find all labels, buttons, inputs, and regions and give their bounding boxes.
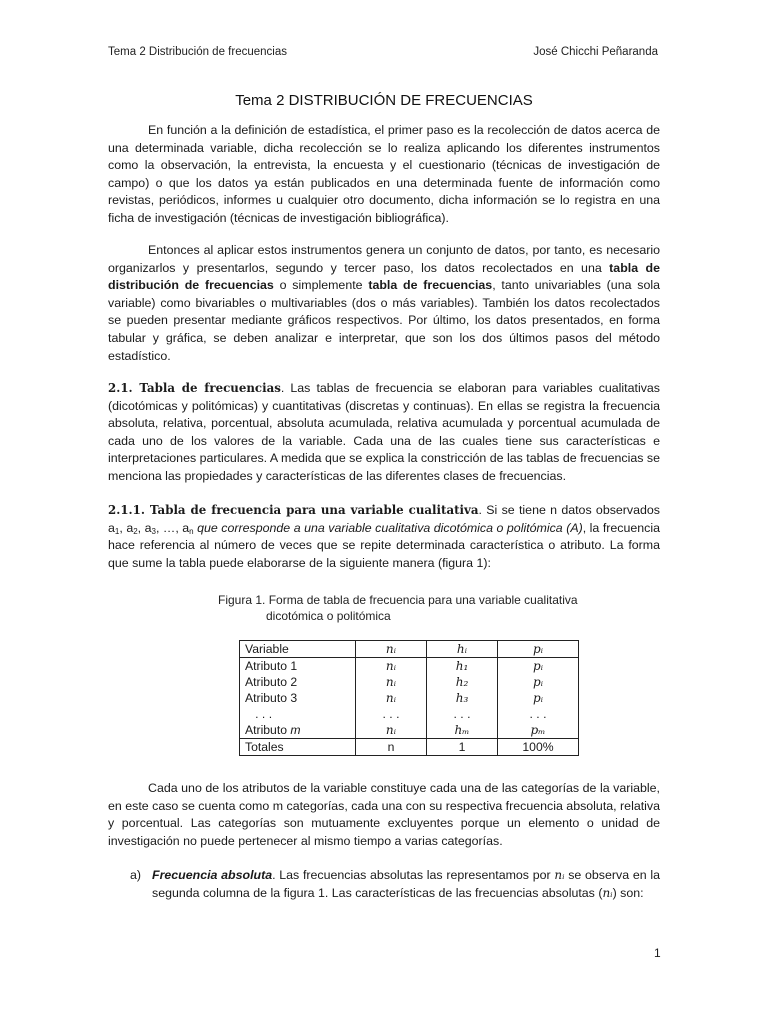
caption-line-2: dicotómica o politómica (266, 609, 391, 623)
p2-text-3: , tanto univariables (una sola variable) como bivariables o multivariables (dos o más variables). También los datos recolectados se pueden presentar mediante gráficos respectivos. Por último, los datos presentados, en forma tabular y gráfica, se deben analizar e interpretar, que son los dos últimos pasos del método estadístico. (108, 278, 661, 363)
seq-dots: , …, a (155, 520, 190, 535)
table-cell: . . . (427, 706, 498, 722)
table-cell: pₘ (498, 722, 579, 739)
item-a-symbol-2: nᵢ (602, 886, 613, 900)
header-cell: Variable (240, 641, 356, 658)
seq-a2: a (126, 520, 134, 535)
sub-n: n (189, 526, 194, 536)
page-title: Tema 2 DISTRIBUCIÓN DE FRECUENCIAS (235, 92, 533, 109)
figure-caption (218, 592, 598, 624)
header-left: Tema 2 Distribución de frecuencias (108, 46, 287, 58)
table-row (240, 674, 579, 690)
table-cell: Atributo 1 (240, 658, 356, 675)
table-cell: 100% (498, 739, 579, 756)
table-cell: h₁ (427, 658, 498, 675)
item-a-text-2: se observa en la segunda columna de la figura 1. Las características de las frecuencias absolutas ( (152, 868, 660, 900)
list-item-label: a) (130, 868, 142, 882)
section-2-1 (108, 380, 660, 486)
item-a-symbol: nᵢ (554, 868, 565, 882)
item-a-text-1: . Las frecuencias absolutas las representamos por (272, 868, 555, 882)
paragraph-2 (108, 242, 660, 365)
table-cell: Atributo 3 (240, 690, 356, 706)
table-cell: nᵢ (356, 658, 427, 675)
table-cell: pᵢ (498, 658, 579, 675)
seq-a1: a (108, 520, 115, 535)
s211-italic: que corresponde a una variable cualitativa dicotómica o politómica (A) (193, 520, 583, 535)
table-cell: nᵢ (356, 674, 427, 690)
caption-line-1: Figura 1. Forma de tabla de frecuencia para una variable cualitativa (218, 593, 578, 607)
table-cell: hₘ (427, 722, 498, 739)
table-row (240, 706, 579, 722)
p2-text-2: o simplemente (273, 278, 369, 293)
item-a-text-3: ) son: (612, 886, 644, 900)
header-right: José Chicchi Peñaranda (533, 46, 658, 58)
table-cell: . . . (240, 706, 356, 722)
seq-a3: a (144, 520, 152, 535)
frequency-table (239, 640, 579, 756)
paragraph-3: Cada uno de los atributos de la variable constituye cada una de las categorías de la variable, en este caso se cuenta como m categorías, cada una con su respectiva frecuencia absoluta, relativa y porcentual. Las categorías son mutuamente excluyentes porque un elemento o unidad de investigación no puede pertenecer al mismo tiempo a varias categorías. (108, 781, 660, 848)
header-cell: nᵢ (356, 641, 427, 658)
table-cell-attribute-m: Atributo m (240, 722, 356, 739)
table-cell: h₃ (427, 690, 498, 706)
table-cell: pᵢ (498, 690, 579, 706)
page-number: 1 (654, 946, 661, 960)
paragraph-1: En función a la definición de estadística, el primer paso es la recolección de datos acerca de una determinada variable, dicha recolección se lo realiza aplicando los diferentes instrumentos como la observación, la entrevista, la encuesta y el cuestionario (técnicas de investigación de campo) o que los datos ya están publicados en una determinada fuente de información como revistas, periódicos, informes u cualquier otro documento, dicha información se lo registra en una ficha de investigación (técnicas de investigación bibliográfica). (108, 123, 660, 225)
table-cell: nᵢ (356, 690, 427, 706)
s211-text-2: , la frecuencia hace referencia al número de veces que se repite determinada característica o atributo. La forma que sume la tabla puede elaborarse de la siguiente manera (figura 1): (108, 520, 660, 570)
table-cell: Totales (240, 739, 356, 756)
table-cell: n (356, 739, 427, 756)
s211-text-1: . Si se tiene n datos observados (478, 503, 660, 517)
p2-bold-2: tabla de frecuencias (368, 278, 493, 293)
table-row (240, 658, 579, 675)
p2-bold-1: tabla de distribución de frecuencias (108, 260, 660, 293)
table-cell: . . . (356, 706, 427, 722)
item-a-heading: Frecuencia absoluta (152, 868, 273, 882)
table-cell: Atributo 2 (240, 674, 356, 690)
table-cell: 1 (427, 739, 498, 756)
section-2-1-text: . Las tablas de frecuencia se elaboran para variables cualitativas (dicotómicas y politómicas) y cuantitativas (discretas y continuas). En ellas se registra la frecuencia absoluta, relativa, porcentual, absoluta acumulada, relativa acumulada y porcentual acumulada de cada uno de los valores de la variable. Cada una de las cuales tiene sus características e interpretaciones particulares. A medida que se explica la constricción de las tablas de frecuencias se menciona las propiedades y características de las diferentes clases de frecuencias. (108, 381, 660, 483)
list-item-text (152, 866, 660, 902)
section-2-1-heading: 2.1. Tabla de frecuencias (108, 381, 281, 395)
table-row (240, 722, 579, 739)
sub-2: 2 (133, 526, 138, 536)
list-item-a (130, 866, 660, 902)
section-2-1-1: 2.1.1. Tabla de frecuencia para una variable cualitativa. Si se tiene n datos observados $a_1$, $a_2$, $a_3$, …, $a_n$ que corresponde a una variable cualitativa dicotómica o politómica (A), la frecuencia hace referencia al número de veces que se repite determinada característica o atributo. La forma que sume la tabla puede elaborarse de la siguiente manera (figura 1): (108, 503, 660, 570)
table-cell: nᵢ (356, 722, 427, 739)
section-2-1-1-heading: 2.1.1. Tabla de frecuencia para una variable cualitativa (108, 503, 479, 517)
header-cell: pᵢ (498, 641, 579, 658)
table-totals-row (240, 739, 579, 756)
page-header (108, 46, 658, 58)
table-cell: . . . (498, 706, 579, 722)
sub-1: 1 (114, 526, 120, 536)
table-header-row (240, 641, 579, 658)
sub-3: 3 (151, 526, 156, 536)
header-cell: hᵢ (427, 641, 498, 658)
p2-text-1: Entonces al aplicar estos instrumentos genera un conjunto de datos, por tanto, es necesario organizarlos y presentarlos, segundo y tercer paso, los datos recolectados en una (108, 243, 660, 275)
table-row (240, 690, 579, 706)
table-cell: h₂ (427, 674, 498, 690)
table-cell: pᵢ (498, 674, 579, 690)
